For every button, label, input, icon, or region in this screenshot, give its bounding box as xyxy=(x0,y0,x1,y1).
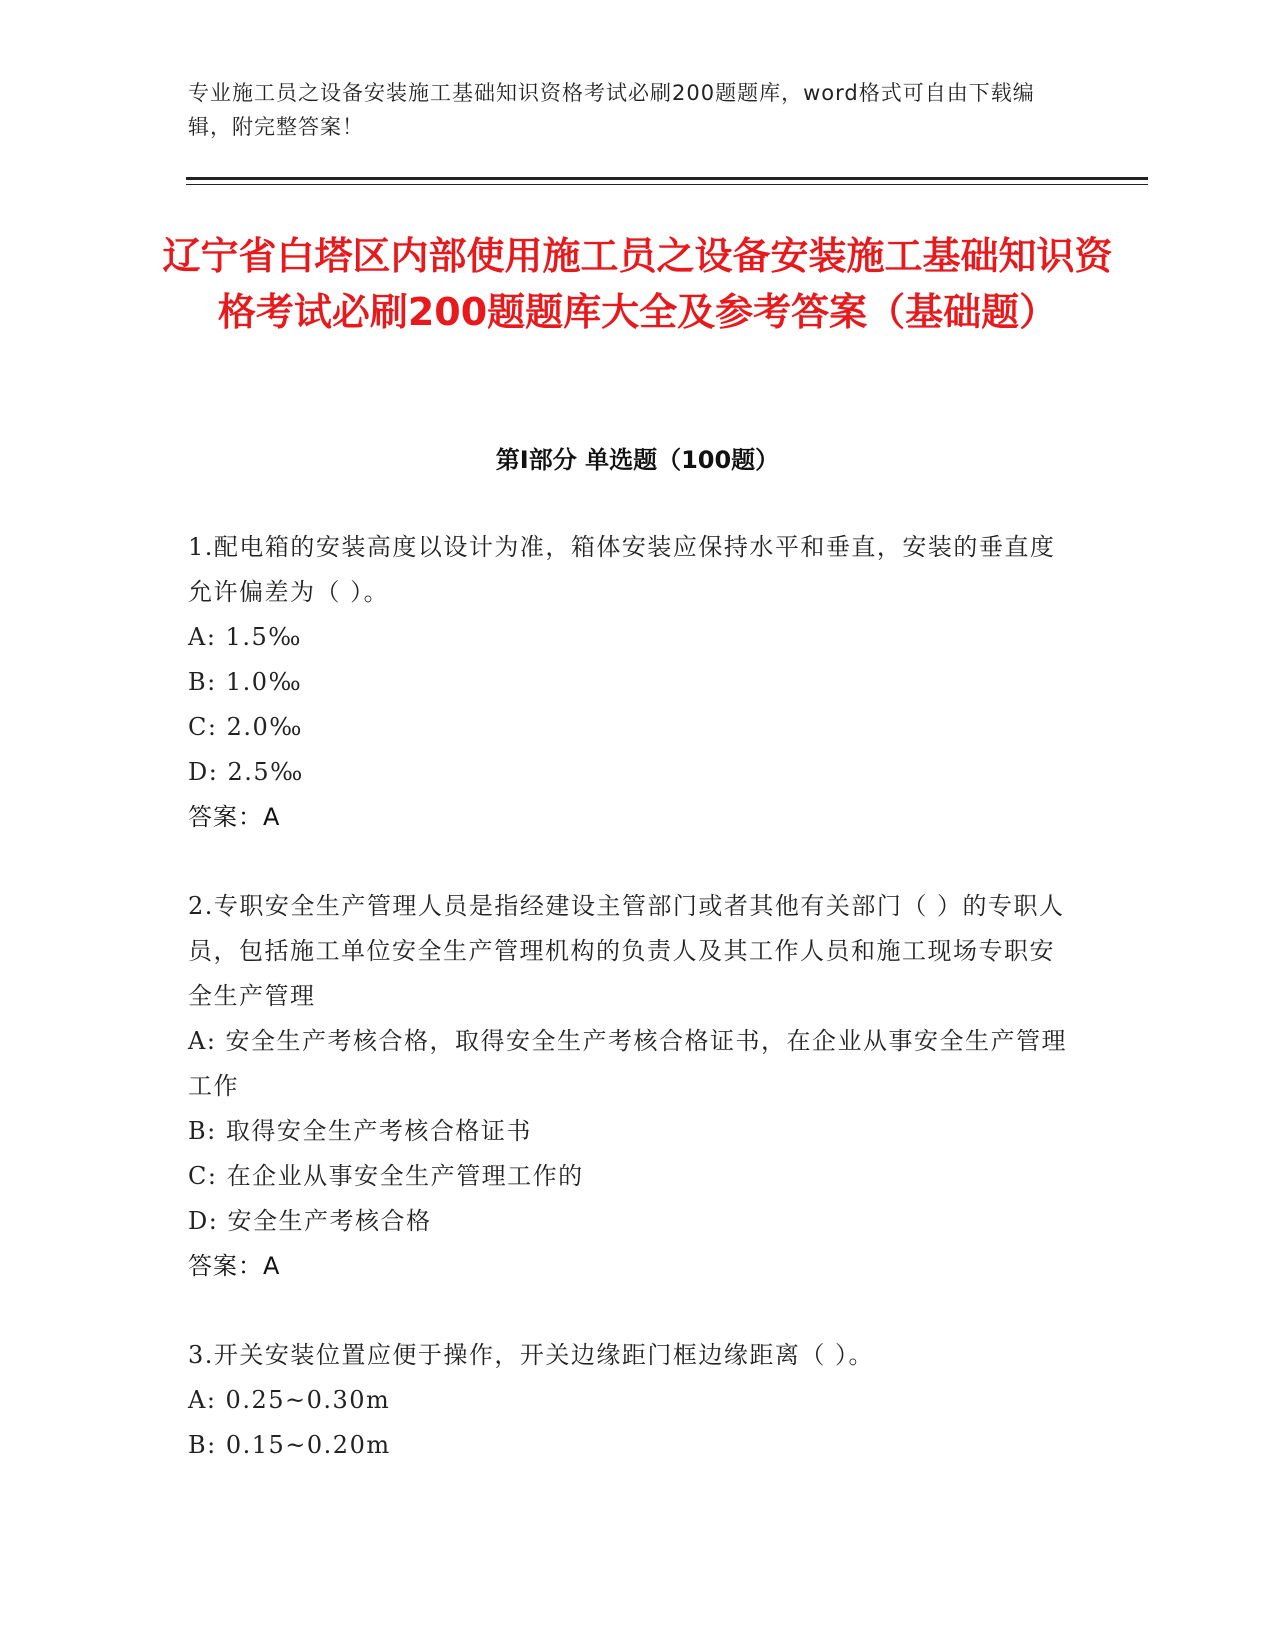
option-d: D: 安全生产考核合格 xyxy=(188,1207,432,1235)
option-a: A: 安全生产考核合格，取得安全生产考核合格证书，在企业从事安全生产管理工作 xyxy=(188,1027,1068,1100)
question-stem: 2.专职安全生产管理人员是指经建设主管部门或者其他有关部门（ ）的专职人员，包括施工单位安全生产管理机构的负责人及其工作人员和施工现场专职安全生产管理 xyxy=(188,892,1065,1010)
header-note: 专业施工员之设备安装施工基础知识资格考试必刷200题题库，word格式可自由下载编辑，附完整答案！ xyxy=(188,81,1035,139)
question-2 xyxy=(188,884,1068,1289)
section-title: 第I部分 单选题（100题） xyxy=(495,446,780,474)
option-c: C: 在企业从事安全生产管理工作的 xyxy=(188,1162,584,1190)
option-a: A: 1.5‰ xyxy=(188,623,302,651)
option-c: C: 2.0‰ xyxy=(188,713,303,741)
header-divider-thin xyxy=(186,184,1148,185)
option-a: A: 0.25~0.30m xyxy=(188,1386,391,1414)
option-b: B: 1.0‰ xyxy=(188,668,303,696)
option-b: B: 取得安全生产考核合格证书 xyxy=(188,1117,532,1145)
option-b: B: 0.15~0.20m xyxy=(188,1431,391,1459)
question-list xyxy=(188,525,1068,1512)
header-divider xyxy=(186,177,1148,180)
document-title: 辽宁省白塔区内部使用施工员之设备安装施工基础知识资格考试必刷200题题库大全及参考答案（基础题） xyxy=(162,234,1113,334)
question-3 xyxy=(188,1333,1068,1468)
answer: 答案：A xyxy=(188,803,281,831)
answer: 答案：A xyxy=(188,1252,281,1280)
question-1 xyxy=(188,525,1068,840)
option-d: D: 2.5‰ xyxy=(188,758,304,786)
question-stem: 1.配电箱的安装高度以设计为准，箱体安装应保持水平和垂直，安装的垂直度允许偏差为（ ）。 xyxy=(188,533,1056,606)
question-stem: 3.开关安装位置应便于操作，开关边缘距门框边缘距离（ ）。 xyxy=(188,1341,875,1369)
